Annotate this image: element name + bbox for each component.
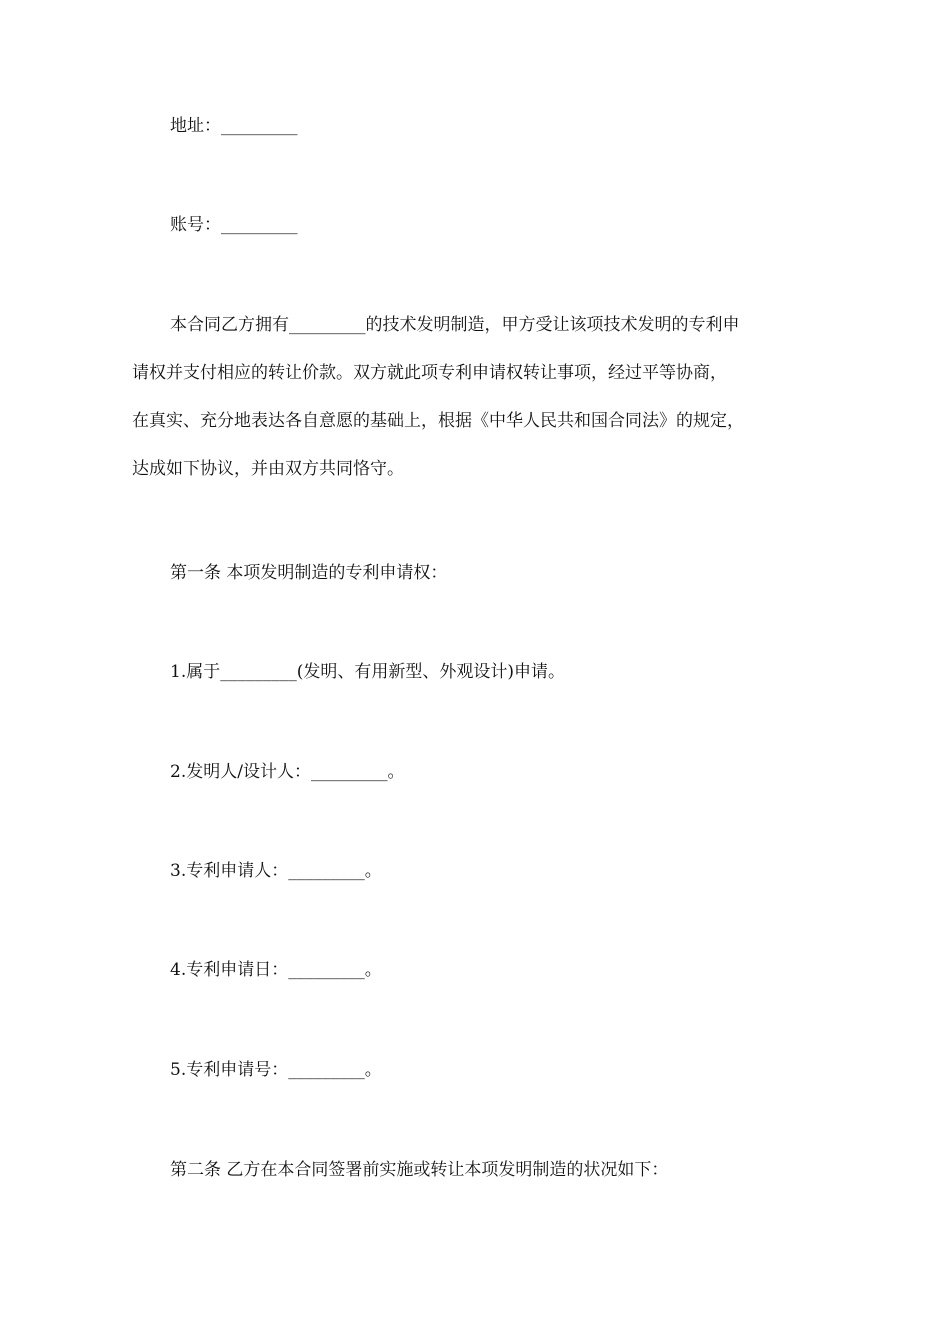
intro-line: 在真实、充分地表达各自意愿的基础上，根据《中华人民共和国合同法》的规定， bbox=[132, 411, 744, 431]
article-2-heading: 第二条 乙方在本合同签署前实施或转让本项发明制造的状况如下： bbox=[170, 1160, 669, 1180]
address-field: 地址：_________ bbox=[170, 116, 298, 136]
intro-paragraph bbox=[132, 315, 832, 507]
intro-line: 请权并支付相应的转让价款。双方就此项专利申请权转让事项，经过平等协商， bbox=[132, 363, 727, 383]
intro-line: 本合同乙方拥有_________的技术发明制造，甲方受让该项技术发明的专利申 bbox=[170, 315, 740, 335]
article-1-item: 5.专利申请号：_________。 bbox=[170, 1060, 382, 1080]
account-field: 账号：_________ bbox=[170, 215, 298, 235]
article-1-item: 3.专利申请人：_________。 bbox=[170, 861, 382, 881]
article-1-item: 4.专利申请日：_________。 bbox=[170, 960, 382, 980]
article-1-item: 2.发明人/设计人：_________。 bbox=[170, 762, 405, 782]
article-1-item: 1.属于_________(发明、有用新型、外观设计)申请。 bbox=[170, 662, 565, 682]
article-1-heading: 第一条 本项发明制造的专利申请权： bbox=[170, 563, 448, 583]
intro-line: 达成如下协议，并由双方共同恪守。 bbox=[132, 459, 404, 479]
